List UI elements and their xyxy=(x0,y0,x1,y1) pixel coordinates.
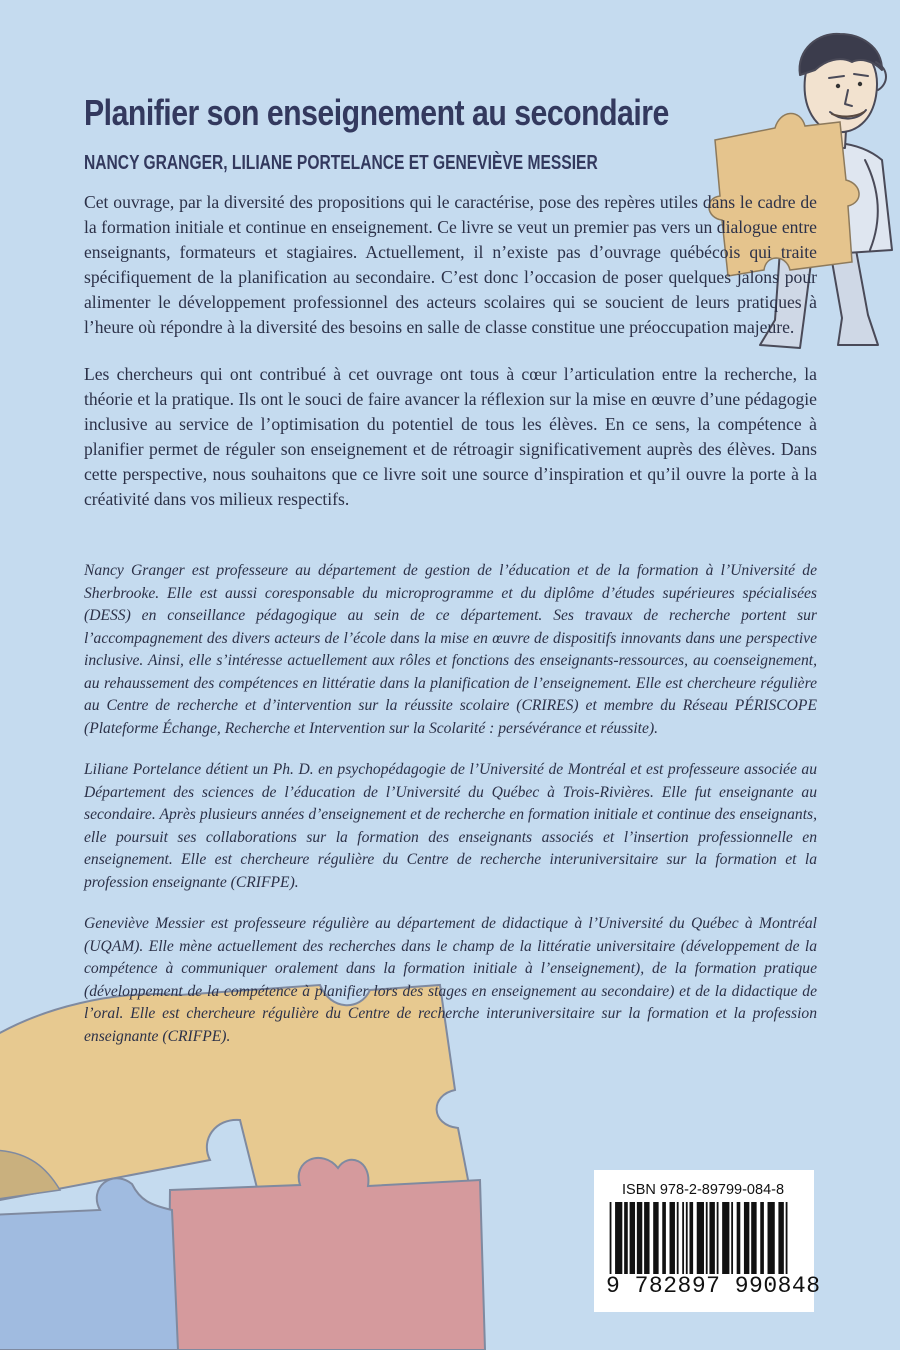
intro-text xyxy=(84,190,817,534)
barcode-digits: 9 782897 990848 xyxy=(606,1273,821,1299)
barcode-bar xyxy=(689,1202,693,1274)
barcode-bar xyxy=(630,1202,635,1274)
barcode-bar xyxy=(610,1202,612,1274)
bio-paragraph-portelance: Liliane Portelance détient un Ph. D. en psychopédagogie de l’Université de Montréal et est professeure associée au Département des sciences de l’éducation de l’Université du Québec à Trois-Rivières. Elle fut enseignante au secondaire. Après plusieurs années d’enseignement et de recherche en formation initiale et continue des enseignants, elle poursuit ses collaborations sur la formation des enseignants associés et l’insertion professionnelle en enseignement. Elle est chercheure régulière du Centre de recherche interuniversitaire sur la formation et la profession enseignante (CRIFPE). xyxy=(84,761,817,891)
barcode-bar xyxy=(751,1202,756,1274)
intro-paragraph: Les chercheurs qui ont contribué à cet ouvrage ont tous à cœur l’articulation entre la recherche, la théorie et la pratique. Ils ont le souci de faire avancer la réflexion sur la mise en œuvre d’une pédagogie inclusive au service de l’optimisation du potentiel de tous les élèves. En ce sens, la compétence à planifier permet de réguler son enseignement et de rétroagir significativement auprès des élèves. Dans cette perspective, nous souhaitons que ce livre soit une source d’inspiration et qu’il ouvre la porte à la créativité dans vos milieux respectifs. xyxy=(84,364,817,509)
barcode-bar xyxy=(768,1202,775,1274)
bio-paragraph-messier: Geneviève Messier est professeure régulière au département de didactique à l’Université du Québec à Montréal (UQAM). Elle mène actuellement des recherches dans le champ de la littératie universitaire (développement de la compétence à communiquer oralement dans la formation initiale à l’enseignement), de la formation pratique (développement de la compétence à planifier lors des stages en enseignement au secondaire) et de la didactique de l’oral. Elle est chercheure régulière du Centre de recherche interuniversitaire sur la formation et la profession enseignante (CRIFPE). xyxy=(84,915,817,1045)
barcode-bar xyxy=(624,1202,628,1274)
barcode-bar xyxy=(637,1202,642,1274)
barcode-bar xyxy=(677,1202,679,1274)
isbn-barcode-box xyxy=(594,1170,821,1312)
barcode-bar xyxy=(722,1202,729,1274)
barcode-bar xyxy=(615,1202,622,1274)
bio-paragraph-granger: Nancy Granger est professeure au département de gestion de l’éducation et de la formation à l’Université de Sherbrooke. Elle est aussi coresponsable du microprogramme et du diplôme d’études supérieures spécialisées (DESS) en conseillance pédagogique au sein de ce département. Ses travaux de recherche portent sur l’accompagnement des divers acteurs de l’école dans la mise en œuvre de dispositifs innovants dans une perspective inclusive. Ainsi, elle s’intéresse actuellement aux rôles et fonctions des enseignants-ressources, au coenseignement, au rehaussement des compétences en littératie dans la planification de l’enseignement. Elle est chercheure régulière au Centre de recherche et d’intervention sur la réussite scolaire (CRIRES) et membre du Réseau PÉRISCOPE (Plateforme Échange, Recherche et Intervention sur la Scolarité : persévérance et réussite). xyxy=(84,562,817,737)
barcode-bar xyxy=(706,1202,708,1274)
barcode-bar xyxy=(786,1202,788,1274)
puzzle-piece-red xyxy=(168,1158,485,1350)
puzzle-piece-blue xyxy=(0,1178,178,1350)
barcode xyxy=(606,1202,802,1274)
book-authors: NANCY GRANGER, LILIANE PORTELANCE ET GENEVIÈVE MESSIER xyxy=(84,152,598,174)
barcode-bar xyxy=(686,1202,688,1274)
barcode-bar xyxy=(697,1202,704,1274)
barcode-bar xyxy=(653,1202,658,1274)
author-bios xyxy=(84,560,817,1067)
barcode-bar xyxy=(778,1202,783,1274)
book-title: Planifier son enseignement au secondaire xyxy=(84,92,669,133)
isbn-label: ISBN 978-2-89799-084-8 xyxy=(622,1182,785,1198)
intro-paragraph: Cet ouvrage, par la diversité des propositions qui le caractérise, pose des repères utiles dans le cadre de la formation initiale et continue en enseignement. Ce livre se veut un premier pas vers un dialogue entre enseignants, formateurs et stagiaires. Actuellement, il n’existe pas d’ouvrage québécois qui traite spécifiquement de la planification au secondaire. C’est donc l’occasion de poser quelques jalons pour alimenter le développement professionnel des acteurs scolaires qui se soucient de leurs pratiques à l’heure où répondre à la diversité des besoins en salle de classe constitue une préoccupation majeure. xyxy=(84,192,817,337)
barcode-bar xyxy=(760,1202,764,1274)
barcode-bar xyxy=(670,1202,675,1274)
barcode-bar xyxy=(662,1202,666,1274)
barcode-bar xyxy=(682,1202,684,1274)
barcode-bar xyxy=(709,1202,714,1274)
barcode-bar xyxy=(744,1202,749,1274)
barcode-bar xyxy=(737,1202,741,1274)
barcode-bar xyxy=(644,1202,649,1274)
barcode-bar xyxy=(717,1202,719,1274)
barcode-bar xyxy=(731,1202,733,1274)
